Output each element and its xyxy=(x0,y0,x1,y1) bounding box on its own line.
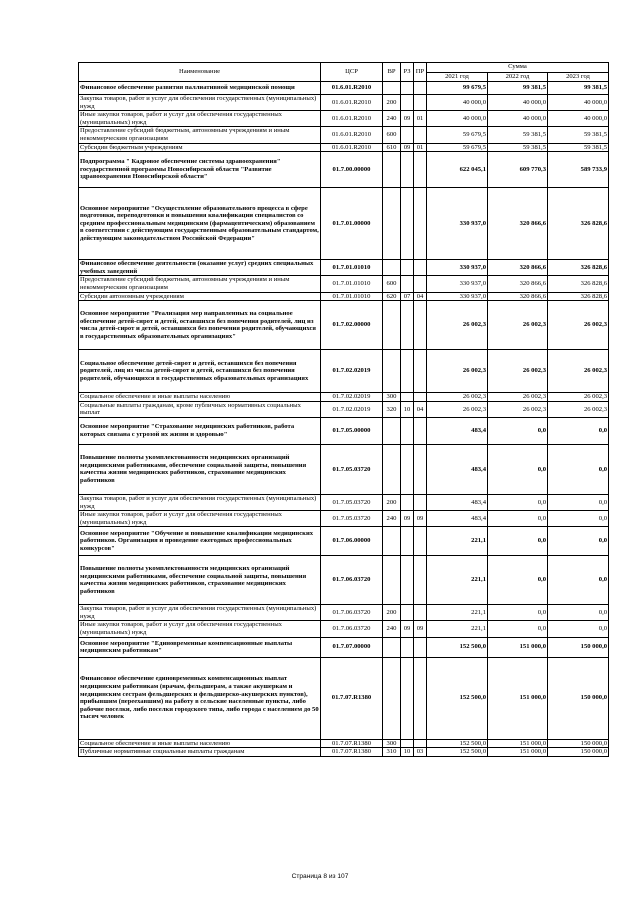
table-cell-rz: 07 xyxy=(401,292,414,301)
table-cell-name: Закупка товаров, работ и услуг для обеспечения государственных (муниципальных) нужд xyxy=(79,494,321,510)
table-cell-rz xyxy=(401,657,414,739)
table-cell-2023: 0,0 xyxy=(548,621,609,637)
page-footer: Страница 8 из 107 xyxy=(291,873,349,880)
table-cell-rz: 09 xyxy=(401,511,414,527)
table-cell-2021: 330 937,0 xyxy=(427,188,488,260)
table-cell-pr: 01 xyxy=(414,111,427,127)
table-cell-2023: 326 828,6 xyxy=(548,260,609,276)
table-cell-name: Основное мероприятие "Реализация мер направленных на социальное обеспечение детей-сирот и детей, оставшихся без попечения родителей, лиц из числа детей-сирот и детей, оставшихся без попечения родителей, обучающихся в государственных образовательных организациях" xyxy=(79,301,321,350)
table-cell-csr: 01.6.01.R2010 xyxy=(321,82,383,95)
table-cell-2021: 59 679,5 xyxy=(427,143,488,152)
table-cell-2021: 26 002,3 xyxy=(427,393,488,402)
table-cell-2023: 0,0 xyxy=(548,494,609,510)
table-cell-pr xyxy=(414,739,427,748)
table-cell-vr: 240 xyxy=(383,111,401,127)
table-cell-pr xyxy=(414,657,427,739)
table-cell-2021: 483,4 xyxy=(427,511,488,527)
table-cell-rz xyxy=(401,494,414,510)
table-row xyxy=(79,511,609,527)
header-year: 2021 год xyxy=(427,72,488,82)
table-cell-pr xyxy=(414,444,427,494)
table-cell-vr: 600 xyxy=(383,276,401,292)
table-cell-2021: 26 002,3 xyxy=(427,301,488,350)
table-cell-csr: 01.7.06.03720 xyxy=(321,621,383,637)
table-cell-rz: 09 xyxy=(401,621,414,637)
table-cell-name: Иные закупки товаров, работ и услуг для обеспечения государственных (муниципальных) нужд xyxy=(79,621,321,637)
table-cell-vr: 600 xyxy=(383,127,401,143)
table-row xyxy=(79,621,609,637)
table-cell-2022: 0,0 xyxy=(488,444,548,494)
table-cell-pr xyxy=(414,188,427,260)
header-year: 2022 год xyxy=(488,72,548,82)
table-cell-pr xyxy=(414,301,427,350)
table-cell-pr: 01 xyxy=(414,143,427,152)
table-row xyxy=(79,417,609,444)
table-cell-2023: 326 828,6 xyxy=(548,188,609,260)
table-cell-2022: 0,0 xyxy=(488,417,548,444)
table-cell-2023: 150 000,0 xyxy=(548,739,609,748)
header-row xyxy=(79,63,609,73)
table-cell-vr xyxy=(383,188,401,260)
table-cell-2021: 330 937,0 xyxy=(427,276,488,292)
table-cell-2023: 0,0 xyxy=(548,527,609,556)
table-cell-2023: 59 381,5 xyxy=(548,143,609,152)
table-cell-pr xyxy=(414,350,427,393)
table-row xyxy=(79,350,609,393)
table-cell-vr xyxy=(383,152,401,188)
table-cell-2022: 0,0 xyxy=(488,511,548,527)
table-cell-pr xyxy=(414,417,427,444)
table-cell-name: Предоставление субсидий бюджетным, автономным учреждениям и иным некоммерческим организациям xyxy=(79,127,321,143)
table-cell-pr xyxy=(414,82,427,95)
table-cell-name: Субсидии автономным учреждениям xyxy=(79,292,321,301)
table-cell-rz xyxy=(401,95,414,111)
table-cell-name: Повышение полноты укомплектованности медицинских организаций медицинскими работниками, обеспечение социальной защиты, повышения качества жизни медицинских работников, страхование медицинских работников xyxy=(79,556,321,605)
table-cell-rz xyxy=(401,605,414,621)
table-cell-csr: 01.7.02.02019 xyxy=(321,393,383,402)
table-row xyxy=(79,556,609,605)
table-cell-vr: 620 xyxy=(383,292,401,301)
table-cell-2021: 330 937,0 xyxy=(427,260,488,276)
table-cell-name: Социальное обеспечение и иные выплаты населению xyxy=(79,739,321,748)
table-cell-2021: 221,1 xyxy=(427,556,488,605)
table-row xyxy=(79,152,609,188)
table-body xyxy=(79,82,609,757)
table-cell-2022: 320 866,6 xyxy=(488,188,548,260)
table-cell-2023: 99 381,5 xyxy=(548,82,609,95)
table-cell-csr: 01.6.01.R2010 xyxy=(321,143,383,152)
header-rz: РЗ xyxy=(401,63,414,82)
table-cell-name: Предоставление субсидий бюджетным, автономным учреждениям и иным некоммерческим организациям xyxy=(79,276,321,292)
table-cell-rz xyxy=(401,260,414,276)
table-cell-name: Финансовое обеспечение единовременных компенсационных выплат медицинским работникам (врачам, фельдшерам, а также акушеркам и медицинским сестрам фельдшерских и фельдшерско-акушерских пунктов), прибывшим (переехавшим) на работу в сельские населенные пункты, либо рабочие поселки, либо поселки городского типа, либо города с населением до 50 тысяч человек xyxy=(79,657,321,739)
table-cell-name: Иные закупки товаров, работ и услуг для обеспечения государственных (муниципальных) нужд xyxy=(79,511,321,527)
table-cell-rz xyxy=(401,301,414,350)
table-cell-2023: 0,0 xyxy=(548,444,609,494)
table-cell-2022: 99 381,5 xyxy=(488,82,548,95)
table-cell-pr xyxy=(414,393,427,402)
table-cell-name: Основное мероприятие "Обучение и повышение квалификации медицинских работников. Организация и проведение ежегодных профессиональных конкурсов" xyxy=(79,527,321,556)
table-cell-2022: 26 002,3 xyxy=(488,350,548,393)
table-row xyxy=(79,527,609,556)
table-cell-2023: 326 828,6 xyxy=(548,276,609,292)
table-cell-2021: 26 002,3 xyxy=(427,350,488,393)
table-cell-rz xyxy=(401,556,414,605)
table-row xyxy=(79,637,609,657)
table-row xyxy=(79,748,609,757)
table-cell-name: Основное мероприятие "Осуществление образовательного процесса в сфере подготовки, переподготовки и повышения квалификации специалистов со средним профессиональным медицинским (фармацевтическим) образованием в соответствии с действующим государственным образовательным стандартом, действующим законодательством Российской Федерации" xyxy=(79,188,321,260)
header-sum: Сумма xyxy=(427,63,609,73)
table-cell-vr: 610 xyxy=(383,143,401,152)
table-cell-2023: 26 002,3 xyxy=(548,401,609,417)
table-cell-name: Основное мероприятие "Единовременные компенсационные выплаты медицинским работникам" xyxy=(79,637,321,657)
table-cell-vr: 320 xyxy=(383,401,401,417)
table-cell-vr: 200 xyxy=(383,95,401,111)
table-cell-pr: 04 xyxy=(414,292,427,301)
table-cell-2022: 151 000,0 xyxy=(488,739,548,748)
table-cell-2023: 40 000,0 xyxy=(548,95,609,111)
table-cell-name: Закупка товаров, работ и услуг для обеспечения государственных (муниципальных) нужд xyxy=(79,605,321,621)
table-cell-rz xyxy=(401,417,414,444)
table-cell-2021: 26 002,3 xyxy=(427,401,488,417)
table-cell-vr xyxy=(383,82,401,95)
table-cell-2023: 150 000,0 xyxy=(548,748,609,757)
table-cell-csr: 01.7.05.03720 xyxy=(321,444,383,494)
table-cell-2022: 320 866,6 xyxy=(488,292,548,301)
table-cell-rz xyxy=(401,152,414,188)
table-cell-rz xyxy=(401,127,414,143)
table-row xyxy=(79,605,609,621)
table-cell-2022: 151 000,0 xyxy=(488,657,548,739)
table-cell-2023: 0,0 xyxy=(548,556,609,605)
table-cell-pr: 09 xyxy=(414,621,427,637)
table-row xyxy=(79,127,609,143)
table-cell-csr: 01.6.01.R2010 xyxy=(321,95,383,111)
budget-table-container xyxy=(78,62,608,757)
table-cell-csr: 01.7.01.01010 xyxy=(321,292,383,301)
table-cell-2023: 589 733,9 xyxy=(548,152,609,188)
table-cell-2023: 26 002,3 xyxy=(548,350,609,393)
table-cell-2021: 483,4 xyxy=(427,494,488,510)
table-cell-2023: 150 000,0 xyxy=(548,657,609,739)
table-cell-csr: 01.7.07.R1380 xyxy=(321,739,383,748)
table-cell-name: Социальные выплаты гражданам, кроме публичных нормативных социальных выплат xyxy=(79,401,321,417)
table-cell-csr: 01.7.07.R1380 xyxy=(321,748,383,757)
table-cell-csr: 01.7.01.01010 xyxy=(321,276,383,292)
table-cell-2021: 152 500,0 xyxy=(427,637,488,657)
table-row xyxy=(79,494,609,510)
table-row xyxy=(79,393,609,402)
table-cell-pr xyxy=(414,127,427,143)
table-cell-2022: 26 002,3 xyxy=(488,401,548,417)
table-row xyxy=(79,657,609,739)
table-cell-name: Социальное обеспечение и иные выплаты населению xyxy=(79,393,321,402)
table-cell-csr: 01.6.01.R2010 xyxy=(321,111,383,127)
header-pr: ПР xyxy=(414,63,427,82)
table-cell-rz: 10 xyxy=(401,748,414,757)
table-cell-2021: 40 000,0 xyxy=(427,95,488,111)
table-cell-name: Закупка товаров, работ и услуг для обеспечения государственных (муниципальных) нужд xyxy=(79,95,321,111)
table-cell-pr xyxy=(414,494,427,510)
table-cell-2021: 330 937,0 xyxy=(427,292,488,301)
table-cell-vr: 240 xyxy=(383,511,401,527)
table-cell-2023: 0,0 xyxy=(548,511,609,527)
table-cell-csr: 01.7.00.00000 xyxy=(321,152,383,188)
table-cell-vr xyxy=(383,260,401,276)
table-cell-pr: 03 xyxy=(414,748,427,757)
table-cell-2022: 26 002,3 xyxy=(488,301,548,350)
table-cell-2023: 59 381,5 xyxy=(548,127,609,143)
table-cell-name: Социальное обеспечение детей-сирот и детей, оставшихся без попечения родителей, лиц из числа детей-сирот и детей, оставшихся без попечения родителей, обучающихся в государственных образовательных организациях xyxy=(79,350,321,393)
table-row xyxy=(79,188,609,260)
table-cell-name: Субсидии бюджетным учреждениям xyxy=(79,143,321,152)
table-cell-2022: 151 000,0 xyxy=(488,637,548,657)
table-cell-vr: 240 xyxy=(383,621,401,637)
table-cell-vr xyxy=(383,417,401,444)
table-cell-pr xyxy=(414,605,427,621)
table-cell-vr: 300 xyxy=(383,393,401,402)
header-vr: ВР xyxy=(383,63,401,82)
table-cell-pr xyxy=(414,276,427,292)
table-cell-2022: 0,0 xyxy=(488,494,548,510)
table-cell-name: Финансовое обеспечение развития паллиативной медицинской помощи xyxy=(79,82,321,95)
table-cell-2021: 622 045,1 xyxy=(427,152,488,188)
table-cell-vr: 300 xyxy=(383,739,401,748)
header-year: 2023 год xyxy=(548,72,609,82)
table-cell-2022: 320 866,6 xyxy=(488,260,548,276)
table-row xyxy=(79,401,609,417)
table-cell-vr xyxy=(383,444,401,494)
table-cell-2022: 320 866,6 xyxy=(488,276,548,292)
table-cell-rz xyxy=(401,637,414,657)
budget-table xyxy=(78,62,609,757)
table-row xyxy=(79,276,609,292)
table-cell-csr: 01.7.07.R1380 xyxy=(321,657,383,739)
table-cell-pr: 09 xyxy=(414,511,427,527)
table-cell-2021: 221,1 xyxy=(427,605,488,621)
table-cell-pr xyxy=(414,637,427,657)
table-cell-vr xyxy=(383,657,401,739)
table-cell-2023: 0,0 xyxy=(548,417,609,444)
table-cell-2021: 99 679,5 xyxy=(427,82,488,95)
table-cell-2022: 40 000,0 xyxy=(488,95,548,111)
table-cell-csr: 01.7.05.03720 xyxy=(321,494,383,510)
table-cell-pr xyxy=(414,527,427,556)
table-row xyxy=(79,143,609,152)
table-cell-2021: 221,1 xyxy=(427,621,488,637)
table-cell-name: Подпрограмма " Кадровое обеспечение системы здравоохранения" государственной программы Новосибирской области "Развитие здравоохранения Новосибирской области" xyxy=(79,152,321,188)
table-row xyxy=(79,444,609,494)
table-cell-2021: 483,4 xyxy=(427,417,488,444)
table-row xyxy=(79,82,609,95)
table-cell-2022: 609 770,3 xyxy=(488,152,548,188)
table-cell-2022: 151 000,0 xyxy=(488,748,548,757)
table-cell-2021: 152 500,0 xyxy=(427,739,488,748)
table-cell-2022: 59 381,5 xyxy=(488,127,548,143)
table-cell-pr xyxy=(414,260,427,276)
table-cell-2022: 0,0 xyxy=(488,605,548,621)
table-cell-pr xyxy=(414,556,427,605)
table-cell-2023: 26 002,3 xyxy=(548,301,609,350)
table-cell-2022: 59 381,5 xyxy=(488,143,548,152)
table-cell-pr: 04 xyxy=(414,401,427,417)
table-cell-rz: 10 xyxy=(401,401,414,417)
table-cell-vr: 310 xyxy=(383,748,401,757)
table-cell-rz xyxy=(401,188,414,260)
table-cell-csr: 01.7.02.02019 xyxy=(321,350,383,393)
table-cell-2022: 0,0 xyxy=(488,621,548,637)
header-csr: ЦСР xyxy=(321,63,383,82)
table-cell-vr xyxy=(383,350,401,393)
table-cell-csr: 01.7.07.00000 xyxy=(321,637,383,657)
table-cell-pr xyxy=(414,95,427,111)
table-cell-csr: 01.7.05.00000 xyxy=(321,417,383,444)
table-cell-pr xyxy=(414,152,427,188)
table-cell-csr: 01.7.01.00000 xyxy=(321,188,383,260)
table-cell-name: Повышение полноты укомплектованности медицинских организаций медицинскими работниками, обеспечение социальной защиты, повышения качества жизни медицинских работников, страхование медицинских работников xyxy=(79,444,321,494)
table-cell-rz: 09 xyxy=(401,111,414,127)
table-row xyxy=(79,260,609,276)
table-cell-name: Финансовое обеспечение деятельности (оказание услуг) средних специальных учебных заведений xyxy=(79,260,321,276)
table-cell-2021: 221,1 xyxy=(427,527,488,556)
table-cell-2023: 326 828,6 xyxy=(548,292,609,301)
header-name: Наименование xyxy=(79,63,321,82)
table-cell-vr xyxy=(383,301,401,350)
table-cell-rz xyxy=(401,82,414,95)
table-cell-rz xyxy=(401,739,414,748)
table-cell-vr: 200 xyxy=(383,605,401,621)
table-cell-2023: 0,0 xyxy=(548,605,609,621)
table-cell-vr xyxy=(383,556,401,605)
table-cell-2022: 0,0 xyxy=(488,556,548,605)
table-cell-rz: 09 xyxy=(401,143,414,152)
table-cell-2023: 150 000,0 xyxy=(548,637,609,657)
table-cell-rz xyxy=(401,393,414,402)
table-row xyxy=(79,739,609,748)
table-cell-rz xyxy=(401,444,414,494)
table-cell-2021: 152 500,0 xyxy=(427,657,488,739)
table-cell-vr xyxy=(383,527,401,556)
table-cell-csr: 01.7.06.03720 xyxy=(321,605,383,621)
table-cell-2021: 152 500,0 xyxy=(427,748,488,757)
table-cell-2023: 40 000,0 xyxy=(548,111,609,127)
table-cell-2021: 59 679,5 xyxy=(427,127,488,143)
table-cell-csr: 01.7.06.00000 xyxy=(321,527,383,556)
table-cell-2022: 40 000,0 xyxy=(488,111,548,127)
table-row xyxy=(79,111,609,127)
table-cell-vr xyxy=(383,637,401,657)
table-cell-2021: 40 000,0 xyxy=(427,111,488,127)
table-row xyxy=(79,95,609,111)
table-cell-csr: 01.7.06.03720 xyxy=(321,556,383,605)
table-cell-2023: 26 002,3 xyxy=(548,393,609,402)
table-cell-rz xyxy=(401,527,414,556)
table-cell-name: Иные закупки товаров, работ и услуг для обеспечения государственных (муниципальных) нужд xyxy=(79,111,321,127)
table-cell-csr: 01.6.01.R2010 xyxy=(321,127,383,143)
table-cell-csr: 01.7.02.00000 xyxy=(321,301,383,350)
table-cell-rz xyxy=(401,276,414,292)
table-cell-2022: 26 002,3 xyxy=(488,393,548,402)
table-cell-csr: 01.7.01.01010 xyxy=(321,260,383,276)
table-cell-rz xyxy=(401,350,414,393)
table-row xyxy=(79,301,609,350)
table-cell-2021: 483,4 xyxy=(427,444,488,494)
table-cell-2022: 0,0 xyxy=(488,527,548,556)
table-cell-csr: 01.7.05.03720 xyxy=(321,511,383,527)
table-cell-name: Публичные нормативные социальные выплаты гражданам xyxy=(79,748,321,757)
table-row xyxy=(79,292,609,301)
table-cell-vr: 200 xyxy=(383,494,401,510)
table-cell-csr: 01.7.02.02019 xyxy=(321,401,383,417)
table-cell-name: Основное мероприятие "Страхование медицинских работников, работа которых связана с угрозой их жизни и здоровью" xyxy=(79,417,321,444)
